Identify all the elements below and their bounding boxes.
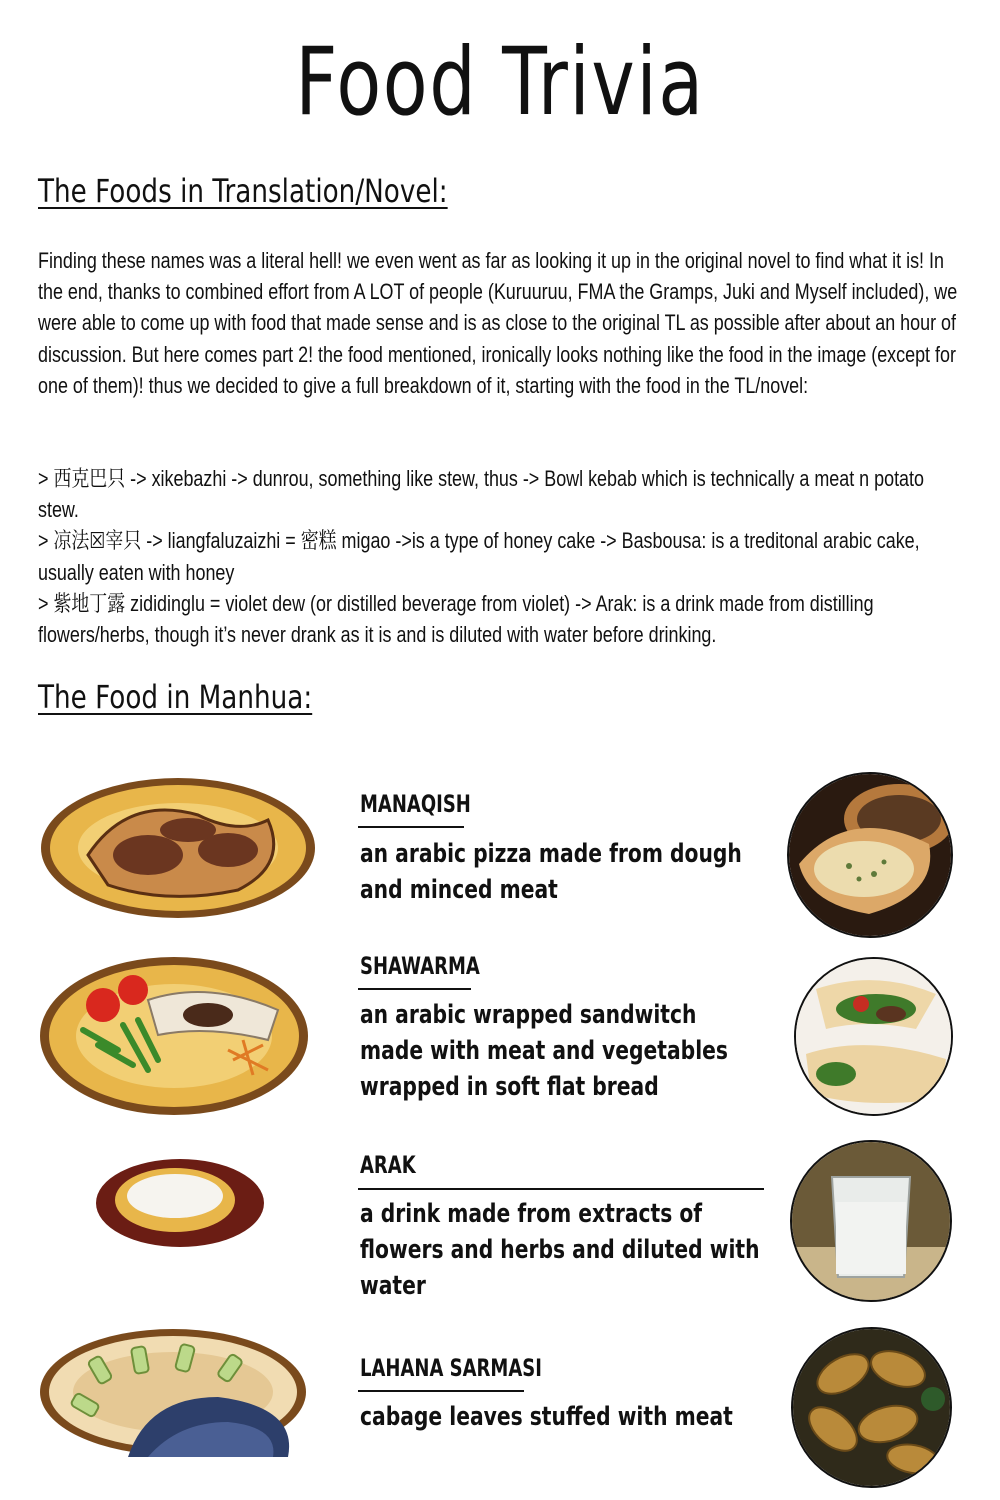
arak-illustration [95,1158,265,1248]
lahana-sarmasi-photo [791,1327,952,1488]
food-rule-shawarma [358,988,471,990]
food-rule-arak [358,1188,764,1190]
shawarma-photo [794,957,953,1116]
food-rule-manaqish [358,826,464,828]
lahana-sarmasi-illustration [38,1327,308,1457]
food-name-shawarma: SHAWARMA [360,952,480,980]
food-name-lahana-sarmasi: LAHANA SARMASI [360,1354,542,1382]
food-rule-lahana-sarmasi [358,1390,524,1392]
term-item-zididinglu: > 紫地丁露 zididinglu = violet dew (or distilled beverage from violet) -> Arak: is a drink made from distilling flowers/herbs, though it’s never drank as it is and is diluted with water before drinking. [38,590,874,648]
term-item-xikebazhi: > 西克巴只 -> xikebazhi -> dunrou, something like stew, thus -> Bowl kebab which is technically a meat n potato stew. [38,466,924,523]
food-name-arak: ARAK [360,1151,416,1179]
intro-paragraph: Finding these names was a literal hell! we even went as far as looking it up in the original novel to find what it is! In the end, thanks to combined effort from A LOT of people (Kuruuruu, FMA the Gramps, Juki and Myself included), we were able to come up with food that made sense and is as close to the original TL as possible after about an hour of discussion. But here comes part 2! the food mentioned, ironically looks nothing like the food in the image (except for one of them)! thus we decided to give a full breakdown of it, starting with the food in the TL/novel: [38,248,958,398]
food-desc-lahana-sarmasi: cabage leaves stuffed with meat [360,1402,733,1432]
shawarma-illustration [38,955,310,1117]
term-list [38,463,959,650]
page-title: Food Trivia [295,28,705,137]
section-heading-translation: The Foods in Translation/Novel: [38,172,448,210]
manaqish-photo [787,772,953,938]
term-item-liangfaluzaizhi: > 凉法☒宰只 -> liangfaluzaizhi = 密糕 migao ->is a type of honey cake -> Basbousa: is a treditonal arabic cake, usually eaten with honey [38,528,920,585]
food-desc-shawarma: an arabic wrapped sandwitch made with meat and vegetables wrapped in soft flat bread [360,1000,728,1102]
food-desc-arak: a drink made from extracts of flowers and herbs and diluted with water [360,1199,760,1301]
section-heading-manhua: The Food in Manhua: [38,678,313,716]
food-name-manaqish: MANAQISH [360,790,471,818]
food-desc-manaqish: an arabic pizza made from dough and minced meat [360,839,742,905]
manaqish-illustration [38,775,318,920]
arak-photo [790,1140,952,1302]
